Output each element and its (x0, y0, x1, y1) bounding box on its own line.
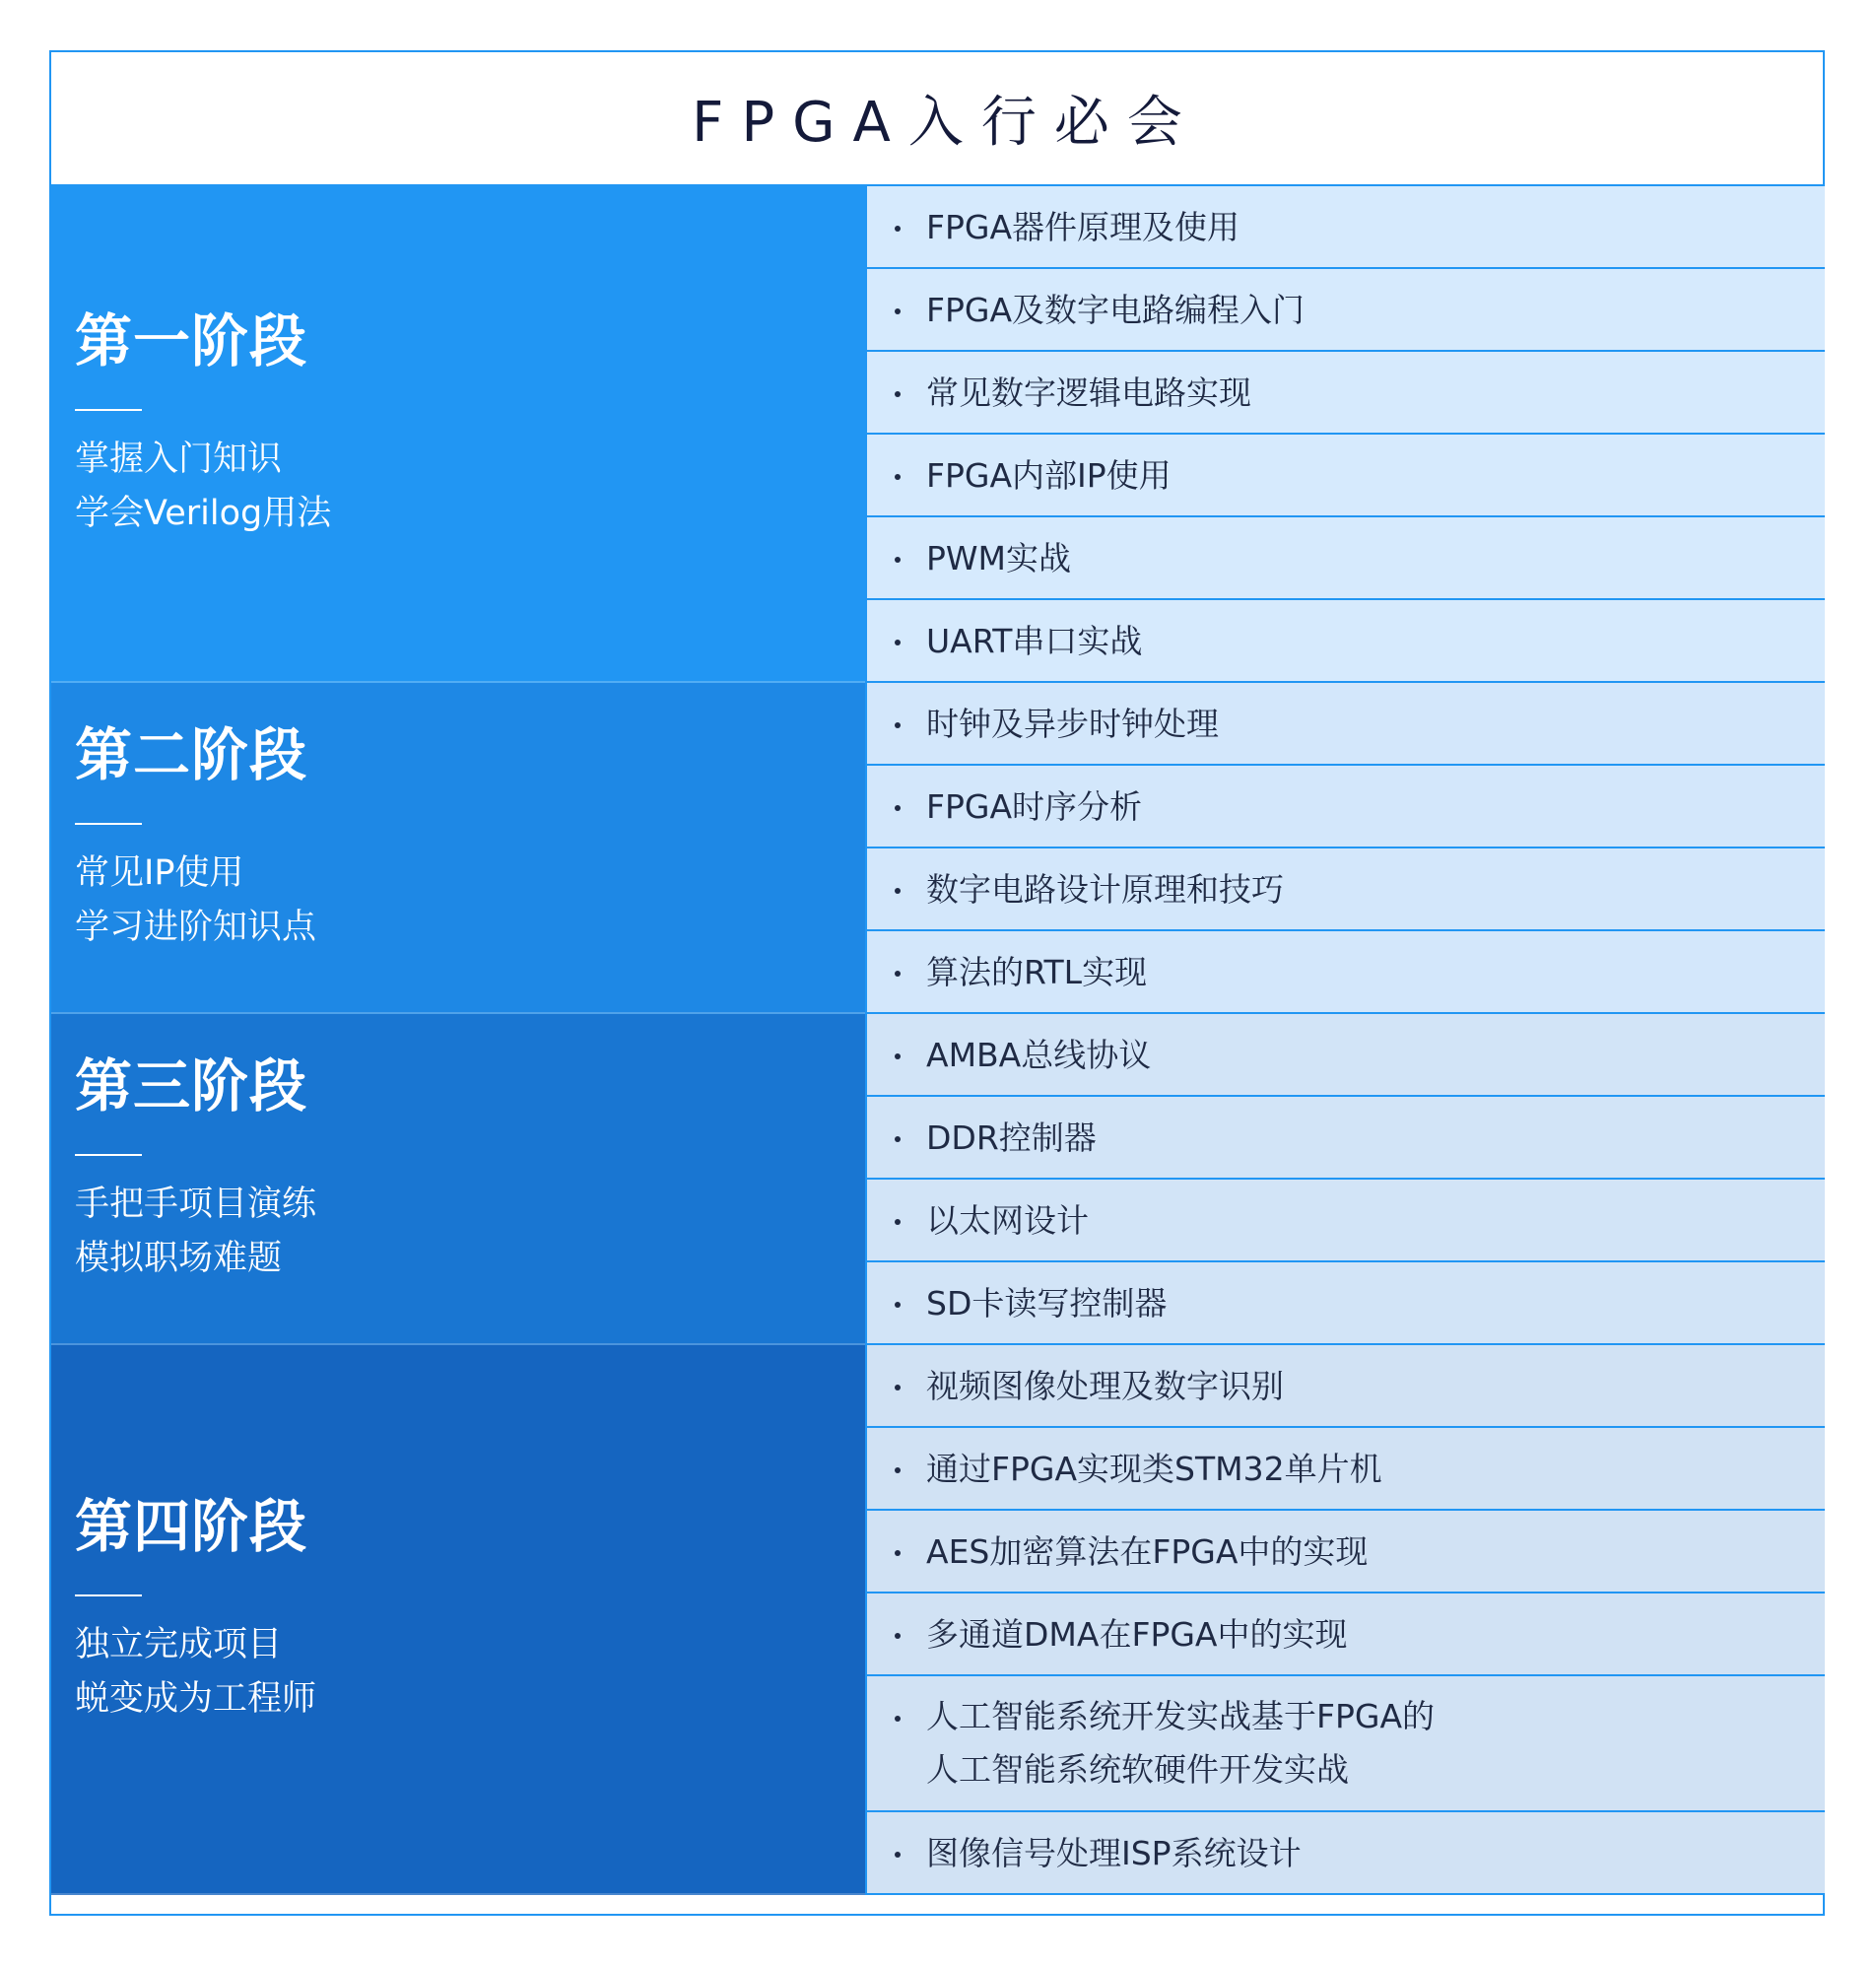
topic-item (865, 1180, 1825, 1262)
stage-content (75, 307, 332, 541)
stage-description-line: 学习进阶知识点 (75, 908, 317, 947)
stage-content (75, 1493, 317, 1727)
topic-item (865, 1345, 1825, 1428)
topic-item (865, 269, 1825, 352)
topic-item (865, 1812, 1825, 1895)
topic-line: 人工智能系统软硬件开发实战 (926, 1750, 1349, 1789)
topic-item (865, 766, 1825, 848)
topic-item (865, 1593, 1825, 1676)
bullet-icon (895, 1136, 901, 1142)
bullet-icon (895, 1852, 901, 1858)
topic-line: 数字电路设计原理和技巧 (926, 870, 1284, 909)
topic-text (926, 863, 1284, 916)
topic-item (865, 600, 1825, 683)
stage-description-line: 常见IP使用 (75, 853, 244, 893)
course-table (49, 50, 1825, 1916)
stage-description-line: 蜕变成为工程师 (75, 1679, 317, 1719)
stage-title: 第三阶段 (75, 1052, 308, 1119)
topic-text (926, 1443, 1382, 1496)
topic-line: FPGA内部IP使用 (926, 456, 1172, 495)
topic-item (865, 848, 1825, 931)
topic-line: 常见数字逻辑电路实现 (926, 373, 1251, 412)
topic-text (926, 1690, 1435, 1797)
topic-item (865, 1097, 1825, 1180)
bullet-icon (895, 1550, 901, 1556)
stage-block (51, 186, 865, 683)
topic-text (926, 449, 1172, 503)
topic-line: 以太网设计 (926, 1201, 1089, 1240)
bullet-icon (895, 1302, 901, 1308)
stage-description (75, 433, 331, 541)
topic-line: AMBA总线协议 (926, 1036, 1152, 1074)
bullet-icon (895, 308, 901, 314)
topic-line: FPGA时序分析 (926, 787, 1143, 826)
bullet-icon (895, 474, 901, 480)
stage-block (51, 1345, 865, 1895)
bullet-icon (895, 391, 901, 397)
stage-block (51, 1014, 865, 1345)
stage-title: 第四阶段 (75, 1493, 308, 1560)
topic-line: 视频图像处理及数字识别 (926, 1367, 1284, 1405)
bullet-icon (895, 722, 901, 728)
topic-item (865, 517, 1825, 600)
topic-text (926, 1194, 1089, 1248)
topic-text (926, 1525, 1368, 1579)
topic-item (865, 931, 1825, 1014)
stage-content (75, 1052, 317, 1286)
topic-line: 人工智能系统开发实战基于FPGA的 (926, 1697, 1436, 1735)
topic-text (926, 615, 1142, 668)
topic-line: 算法的RTL实现 (926, 953, 1148, 991)
bullet-icon (895, 888, 901, 894)
topic-line: DDR控制器 (926, 1119, 1097, 1157)
topic-item (865, 1428, 1825, 1511)
topic-item (865, 435, 1825, 517)
bullet-icon (895, 1716, 901, 1722)
topic-text (926, 367, 1251, 420)
bullet-icon (895, 1633, 901, 1639)
topic-line: AES加密算法在FPGA中的实现 (926, 1532, 1369, 1571)
topic-text (926, 1029, 1151, 1082)
stage-description-line: 模拟职场难题 (75, 1239, 283, 1278)
stage-description (75, 1618, 316, 1727)
topic-text (926, 201, 1240, 254)
bullet-icon (895, 971, 901, 977)
topic-line: FPGA及数字电路编程入门 (926, 291, 1306, 329)
topic-line: 时钟及异步时钟处理 (926, 705, 1219, 743)
bullet-icon (895, 226, 901, 232)
stage-description (75, 847, 316, 955)
bullet-icon (895, 805, 901, 811)
stage-description-line: 独立完成项目 (75, 1625, 283, 1664)
topic-text (926, 1360, 1284, 1413)
stage-description-line: 学会Verilog用法 (75, 494, 332, 533)
topic-item (865, 683, 1825, 766)
topic-text (926, 1112, 1097, 1165)
topic-line: FPGA器件原理及使用 (926, 208, 1240, 246)
bullet-icon (895, 1219, 901, 1225)
topic-item (865, 1676, 1825, 1812)
topic-line: PWM实战 (926, 539, 1072, 577)
topic-text (926, 780, 1142, 834)
stage-title: 第一阶段 (75, 307, 308, 374)
topic-text (926, 1608, 1348, 1661)
bullet-icon (895, 557, 901, 563)
topic-line: 通过FPGA实现类STM32单片机 (926, 1450, 1382, 1488)
topic-text (926, 1277, 1167, 1330)
stage-divider (75, 823, 142, 825)
stage-block (51, 683, 865, 1014)
topic-text (926, 1827, 1302, 1880)
stage-title: 第二阶段 (75, 721, 308, 788)
topic-item (865, 1014, 1825, 1097)
title-bar (51, 52, 1823, 186)
bullet-icon (895, 1053, 901, 1059)
topic-item (865, 186, 1825, 269)
stage-description-line: 掌握入门知识 (75, 440, 283, 479)
stage-content (75, 721, 317, 955)
stage-description-line: 手把手项目演练 (75, 1185, 317, 1224)
topic-line: UART串口实战 (926, 622, 1143, 660)
topic-line: 图像信号处理ISP系统设计 (926, 1834, 1302, 1872)
topic-text (926, 698, 1219, 751)
topic-line: 多通道DMA在FPGA中的实现 (926, 1615, 1348, 1654)
topic-line: SD卡读写控制器 (926, 1284, 1168, 1322)
topic-item (865, 1262, 1825, 1345)
topic-text (926, 284, 1305, 337)
bullet-icon (895, 1385, 901, 1390)
stage-divider (75, 409, 142, 411)
stage-divider (75, 1594, 142, 1596)
topic-text (926, 946, 1147, 999)
bullet-icon (895, 1467, 901, 1473)
bullet-icon (895, 640, 901, 645)
stage-divider (75, 1154, 142, 1156)
topic-item (865, 352, 1825, 435)
page-title: FPGA入行必会 (692, 91, 1200, 155)
stage-description (75, 1178, 316, 1286)
topic-item (865, 1511, 1825, 1593)
topic-text (926, 532, 1071, 585)
